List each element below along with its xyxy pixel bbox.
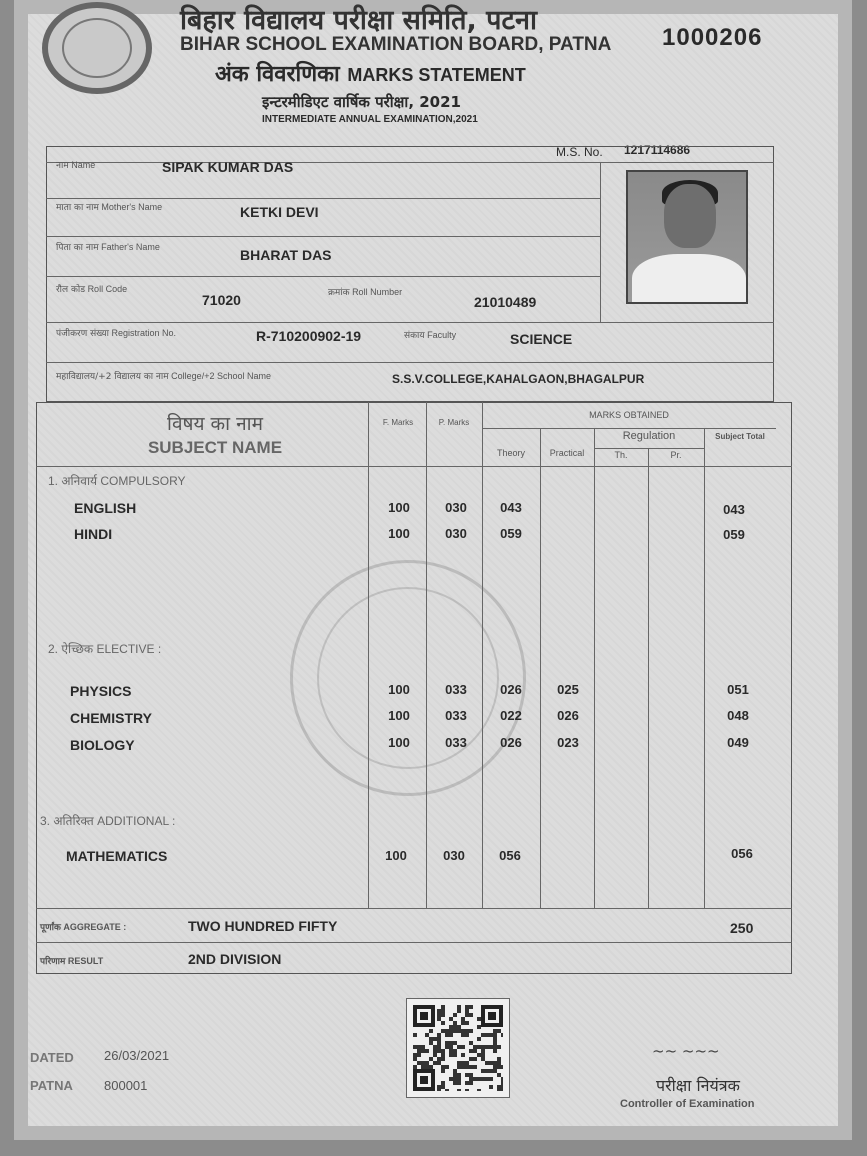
college-label: महाविद्यालय/+2 विद्यालय का नाम College/+2 School Name xyxy=(56,371,271,382)
subject-name: ENGLISH xyxy=(74,500,137,516)
regulation-theory-header: Th. xyxy=(614,450,628,460)
exam-name-english: INTERMEDIATE ANNUAL EXAMINATION,2021 xyxy=(262,114,478,125)
theory-header: Theory xyxy=(496,448,525,458)
subject-name: BIOLOGY xyxy=(70,737,135,753)
pass-marks: 030 xyxy=(445,526,467,541)
board-emblem-logo xyxy=(42,2,152,94)
father-name: BHARAT DAS xyxy=(240,247,332,263)
full-marks: 100 xyxy=(388,682,410,697)
registration-label: पंजीकरण संख्या Registration No. xyxy=(56,328,177,339)
result-label: परिणाम RESULT xyxy=(40,956,104,967)
subject-name: MATHEMATICS xyxy=(66,848,168,864)
theory-marks: 043 xyxy=(500,500,522,515)
result-division: 2ND DIVISION xyxy=(188,951,282,967)
theory-marks: 059 xyxy=(500,526,522,541)
regulation-header: Regulation xyxy=(622,430,676,442)
practical-marks: 026 xyxy=(557,708,579,723)
qr-code xyxy=(406,998,510,1098)
dated-label: DATED xyxy=(30,1050,74,1065)
subject-total: 056 xyxy=(731,846,753,861)
aggregate-total: 250 xyxy=(730,920,754,936)
pass-marks: 033 xyxy=(445,735,467,750)
father-name-label: पिता का नाम Father's Name xyxy=(56,242,160,253)
practical-header: Practical xyxy=(549,448,585,458)
theory-marks: 056 xyxy=(499,848,521,863)
practical-marks: 023 xyxy=(557,735,579,750)
subject-total-header: Subject Total xyxy=(715,432,765,441)
subject-header-english: SUBJECT NAME xyxy=(147,438,283,457)
subject-header-hindi: विषय का नाम xyxy=(167,413,263,435)
subject-total: 043 xyxy=(723,502,745,517)
roll-number: 21010489 xyxy=(474,294,537,310)
pass-marks-header: P. Marks xyxy=(438,418,470,427)
additional-section-label: 3. अतिरिक्त ADDITIONAL : xyxy=(40,814,176,828)
college-name: S.S.V.COLLEGE,KAHALGAON,BHAGALPUR xyxy=(392,372,645,386)
ms-no-value: 1217114686 xyxy=(624,143,691,157)
full-marks: 100 xyxy=(388,708,410,723)
theory-marks: 022 xyxy=(500,708,522,723)
board-name-hindi: बिहार विद्यालय परीक्षा समिति, पटना xyxy=(180,5,538,36)
faculty: SCIENCE xyxy=(510,331,573,347)
dated-value: 26/03/2021 xyxy=(104,1048,170,1063)
subject-total: 051 xyxy=(727,682,749,697)
subject-name: HINDI xyxy=(74,526,113,542)
compulsory-section-label: 1. अनिवार्य COMPULSORY xyxy=(48,474,186,488)
place-label: PATNA xyxy=(30,1078,73,1093)
controller-title-english: Controller of Examination xyxy=(620,1098,755,1110)
theory-marks: 026 xyxy=(500,682,522,697)
regulation-practical-header: Pr. xyxy=(670,450,682,460)
controller-signature: ~~ ~~~ xyxy=(652,1042,720,1060)
subject-total: 048 xyxy=(727,708,749,723)
student-name: SIPAK KUMAR DAS xyxy=(162,159,294,175)
name-label: नाम Name xyxy=(56,160,96,171)
mother-name: KETKI DEVI xyxy=(240,204,319,220)
pin-code: 800001 xyxy=(104,1078,148,1093)
faculty-label: संकाय Faculty xyxy=(404,330,457,341)
pass-marks: 030 xyxy=(443,848,465,863)
full-marks: 100 xyxy=(385,848,407,863)
serial-number: 1000206 xyxy=(662,24,763,51)
subject-name: CHEMISTRY xyxy=(70,710,152,726)
subject-total: 059 xyxy=(723,527,745,542)
pass-marks: 033 xyxy=(445,708,467,723)
practical-marks: 025 xyxy=(557,682,579,697)
roll-code-label: रौल कोड Roll Code xyxy=(56,284,128,295)
subject-total: 049 xyxy=(727,735,749,750)
aggregate-label: पूर्णांक AGGREGATE : xyxy=(40,922,127,933)
full-marks-header: F. Marks xyxy=(382,418,414,427)
roll-number-label: क्रमांक Roll Number xyxy=(328,287,403,298)
student-photo xyxy=(626,170,748,304)
ms-no-label: M.S. No. xyxy=(556,145,603,159)
roll-code: 71020 xyxy=(202,292,241,308)
controller-title-hindi: परीक्षा नियंत्रक xyxy=(656,1076,740,1095)
full-marks: 100 xyxy=(388,526,410,541)
pass-marks: 033 xyxy=(445,682,467,697)
board-name-english: BIHAR SCHOOL EXAMINATION BOARD, PATNA xyxy=(180,34,612,55)
aggregate-in-words: TWO HUNDRED FIFTY xyxy=(188,918,338,934)
pass-marks: 030 xyxy=(445,500,467,515)
statement-title: अंक विवरणिका MARKS STATEMENT xyxy=(215,62,526,87)
marks-obtained-header: MARKS OBTAINED xyxy=(589,410,669,420)
elective-section-label: 2. ऐच्छिक ELECTIVE : xyxy=(48,642,162,656)
full-marks: 100 xyxy=(388,735,410,750)
theory-marks: 026 xyxy=(500,735,522,750)
registration-number: R-710200902-19 xyxy=(256,328,362,344)
exam-name-hindi: इन्टरमीडिएट वार्षिक परीक्षा, 2021 xyxy=(262,93,461,111)
mother-name-label: माता का नाम Mother's Name xyxy=(56,202,163,213)
subject-name: PHYSICS xyxy=(70,683,132,699)
full-marks: 100 xyxy=(388,500,410,515)
